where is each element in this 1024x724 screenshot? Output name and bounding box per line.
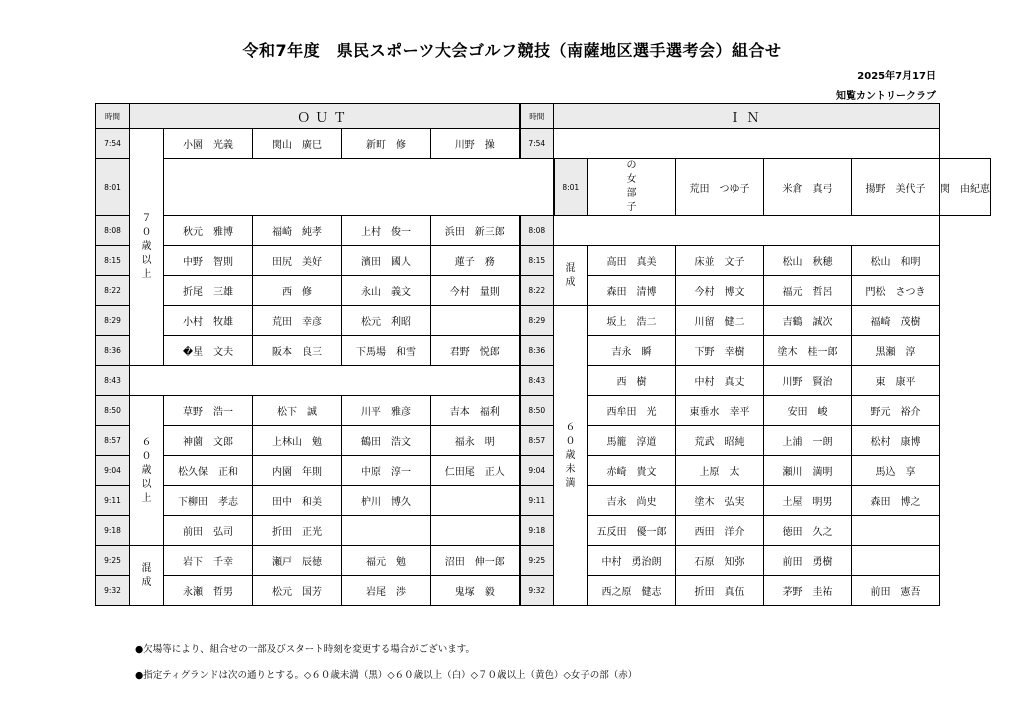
in-player: 上原 太 [676,456,764,486]
out-player: 福永 明 [431,426,520,456]
in-player: 折田 真伍 [676,576,764,606]
out-player: 松元 国芳 [253,576,342,606]
category-char: 成 [565,276,576,288]
out-player: 濱田 國人 [342,246,431,276]
table-row [96,516,991,546]
category-char: 歳 [565,449,576,461]
out-player: 鶴田 浩文 [342,426,431,456]
out-time: 8:08 [96,216,130,246]
out-player: 沼田 伸一郎 [431,546,520,576]
out-player: 田尻 美好 [253,246,342,276]
event-date: 2025年7月17日 [857,71,936,82]
in-player: 西田 洋介 [676,516,764,546]
out-player: 松久保 正和 [164,456,253,486]
category-char: 上 [141,269,152,280]
in-player: 森田 清博 [588,276,676,306]
in-player: 米倉 真弓 [764,159,852,216]
category-char: 混 [141,562,152,574]
category-char: ０ [141,227,152,238]
out-time: 8:29 [96,306,130,336]
out-player: 内園 年則 [253,456,342,486]
in-player: 門松 さつき [852,276,940,306]
in-category-label [588,159,676,216]
in-player: 吉鶴 誠次 [764,306,852,336]
out-player: 下柳田 孝志 [164,486,253,516]
category-char: 未 [565,463,576,475]
in-player: 西牟田 光 [588,396,676,426]
out-category-label [130,396,164,546]
out-player [431,486,520,516]
in-time: 8:29 [520,306,554,336]
out-player: 浜田 新三郎 [431,216,520,246]
out-time: 8:15 [96,246,130,276]
in-player: 荒田 つゆ子 [676,159,764,216]
in-player: 松山 和明 [852,246,940,276]
category-char: ０ [141,450,152,462]
out-player: 福元 勉 [342,546,431,576]
category-char: 混 [565,262,576,274]
in-player: 上浦 一朗 [764,426,852,456]
pairing-table [95,103,991,606]
category-char: 上 [141,492,152,504]
in-player: 関 由紀恵 [940,159,991,216]
in-player: 東 康平 [852,366,940,396]
out-player: 今村 量則 [431,276,520,306]
out-player: 折尾 三雄 [164,276,253,306]
out-player: 岩尾 渉 [342,576,431,606]
in-empty-slot [554,129,940,159]
category-char: 歳 [141,464,152,476]
in-player: 安田 峻 [764,396,852,426]
table-row [96,129,991,159]
category-char: 子 [626,202,637,213]
out-player: 中野 智則 [164,246,253,276]
in-time: 8:01 [554,159,588,216]
in-time: 9:04 [520,456,554,486]
note-change-notice: ●欠場等により、組合せの一部及びスタート時刻を変更する場合がございます。 [135,644,476,655]
out-time: 9:11 [96,486,130,516]
out-player: 松元 利昭 [342,306,431,336]
in-player: 野元 裕介 [852,396,940,426]
table-row [96,336,991,366]
out-time: 8:22 [96,276,130,306]
category-char: ６ [565,421,576,433]
in-player: 赤崎 貴文 [588,456,676,486]
out-player: 折田 正光 [253,516,342,546]
in-player: 黒瀬 淳 [852,336,940,366]
in-player: 中村 真丈 [676,366,764,396]
in-player: 吉永 尚史 [588,486,676,516]
out-empty-slot [164,159,554,216]
category-char: ６ [141,436,152,448]
out-player: 西 修 [253,276,342,306]
in-category-label [554,306,588,606]
in-player: 高田 真美 [588,246,676,276]
out-section-header: ＯＵＴ [130,104,520,129]
out-player: �星 文夫 [164,336,253,366]
out-player: 仁田尾 正人 [431,456,520,486]
out-time: 9:04 [96,456,130,486]
in-player: 前田 憲吾 [852,576,940,606]
in-player: 西 樹 [588,366,676,396]
in-player: 土屋 明男 [764,486,852,516]
out-player: 川平 雅彦 [342,396,431,426]
out-time: 8:43 [96,366,130,396]
in-player: 松村 康博 [852,426,940,456]
out-player: 田中 和美 [253,486,342,516]
in-player: 今村 博文 [676,276,764,306]
in-time-header: 時間 [520,104,554,129]
out-time: 9:18 [96,516,130,546]
out-player: 川野 操 [431,129,520,159]
out-player: 下馬場 和雪 [342,336,431,366]
out-player [431,306,520,336]
out-player: 永山 義文 [342,276,431,306]
out-player: 上村 俊一 [342,216,431,246]
in-player [852,516,940,546]
out-category-label [130,129,164,366]
out-player: 岩下 千幸 [164,546,253,576]
in-player: 揚野 美代子 [852,159,940,216]
out-category-label [130,546,164,606]
in-time: 8:36 [520,336,554,366]
in-player: 塗木 桂一郎 [764,336,852,366]
category-char: 部 [626,188,637,199]
in-player: 徳田 久之 [764,516,852,546]
in-time: 9:25 [520,546,554,576]
table-row [96,426,991,456]
in-player [852,546,940,576]
table-row [96,366,991,396]
out-player: 枦川 博久 [342,486,431,516]
table-row [96,159,991,216]
in-time: 9:11 [520,486,554,516]
out-player: 小園 光義 [164,129,253,159]
table-row [96,456,991,486]
in-time: 9:32 [520,576,554,606]
in-player: 吉永 瞬 [588,336,676,366]
in-category-label [554,246,588,306]
out-player: 草野 浩一 [164,396,253,426]
category-char: ７ [141,213,152,224]
in-player: 松山 秋穂 [764,246,852,276]
in-player: 川留 健二 [676,306,764,336]
in-player: 坂上 浩二 [588,306,676,336]
in-player: 床並 文子 [676,246,764,276]
table-row [96,216,991,246]
table-row [96,396,991,426]
category-char: 女 [626,174,637,185]
in-time: 8:57 [520,426,554,456]
out-time: 7:54 [96,129,130,159]
out-player: 神薗 文郎 [164,426,253,456]
table-row [96,576,991,606]
out-player: 中原 淳一 [342,456,431,486]
out-player: 小村 牧雄 [164,306,253,336]
in-time: 7:54 [520,129,554,159]
out-time: 8:36 [96,336,130,366]
category-char: 成 [141,576,152,588]
out-player: 阪本 良三 [253,336,342,366]
out-player: 上林山 勉 [253,426,342,456]
out-player: 前田 弘司 [164,516,253,546]
category-char: 満 [565,477,576,489]
table-row [96,546,991,576]
in-player: 馬籠 淳道 [588,426,676,456]
in-player: 森田 博之 [852,486,940,516]
out-player [342,516,431,546]
in-section-header: ＩＮ [554,104,940,129]
category-char: の [626,160,637,171]
in-player: 西之原 健志 [588,576,676,606]
out-player: 鬼塚 毅 [431,576,520,606]
out-time: 9:25 [96,546,130,576]
venue-name: 知覧カントリークラブ [836,91,936,102]
in-player: 荒武 昭純 [676,426,764,456]
in-empty-slot [554,216,940,246]
out-time: 8:57 [96,426,130,456]
in-player: 下野 幸樹 [676,336,764,366]
out-time: 9:32 [96,576,130,606]
category-char: 以 [141,255,152,266]
in-player: 馬込 享 [852,456,940,486]
in-player: 東垂水 幸平 [676,396,764,426]
out-player: 松下 誠 [253,396,342,426]
out-time: 8:01 [96,159,130,216]
out-time: 8:50 [96,396,130,426]
in-player: 塗木 弘実 [676,486,764,516]
in-player: 川野 賢治 [764,366,852,396]
in-time: 8:43 [520,366,554,396]
page-title: 令和7年度 県民スポーツ大会ゴルフ競技（南薩地区選手選考会）組合せ [242,41,782,60]
out-time-header: 時間 [96,104,130,129]
in-player: 茅野 圭祐 [764,576,852,606]
in-time: 8:15 [520,246,554,276]
in-player: 石原 知弥 [676,546,764,576]
note-tee-ground: ●指定ティグランドは次の通りとする。◇６０歳未満（黒）◇６０歳以上（白）◇７０歳以上（黄色）◇女子の部（赤） [135,670,638,681]
in-time: 8:50 [520,396,554,426]
in-player: 前田 勇樹 [764,546,852,576]
in-player: 福崎 茂樹 [852,306,940,336]
in-player: 福元 哲呂 [764,276,852,306]
out-player: 関山 廣巳 [253,129,342,159]
in-player: 瀬川 満明 [764,456,852,486]
out-player: 永瀬 哲男 [164,576,253,606]
category-char: ０ [565,435,576,447]
out-empty-slot [130,366,520,396]
table-row [96,276,991,306]
in-time: 8:08 [520,216,554,246]
out-player: 新町 修 [342,129,431,159]
table-row [96,486,991,516]
table-row [96,306,991,336]
in-time: 9:18 [520,516,554,546]
out-player: 荒田 幸彦 [253,306,342,336]
out-player: 蓮子 務 [431,246,520,276]
category-char: 歳 [141,241,152,252]
in-player: 中村 勇治朗 [588,546,676,576]
out-player: 秋元 雅博 [164,216,253,246]
out-player [431,516,520,546]
out-player: 瀬戸 辰徳 [253,546,342,576]
out-player: 君野 悦郎 [431,336,520,366]
table-row [96,246,991,276]
out-player: 福崎 純孝 [253,216,342,246]
out-player: 吉本 福利 [431,396,520,426]
in-time: 8:22 [520,276,554,306]
category-char: 以 [141,478,152,490]
in-player: 五反田 優一郎 [588,516,676,546]
